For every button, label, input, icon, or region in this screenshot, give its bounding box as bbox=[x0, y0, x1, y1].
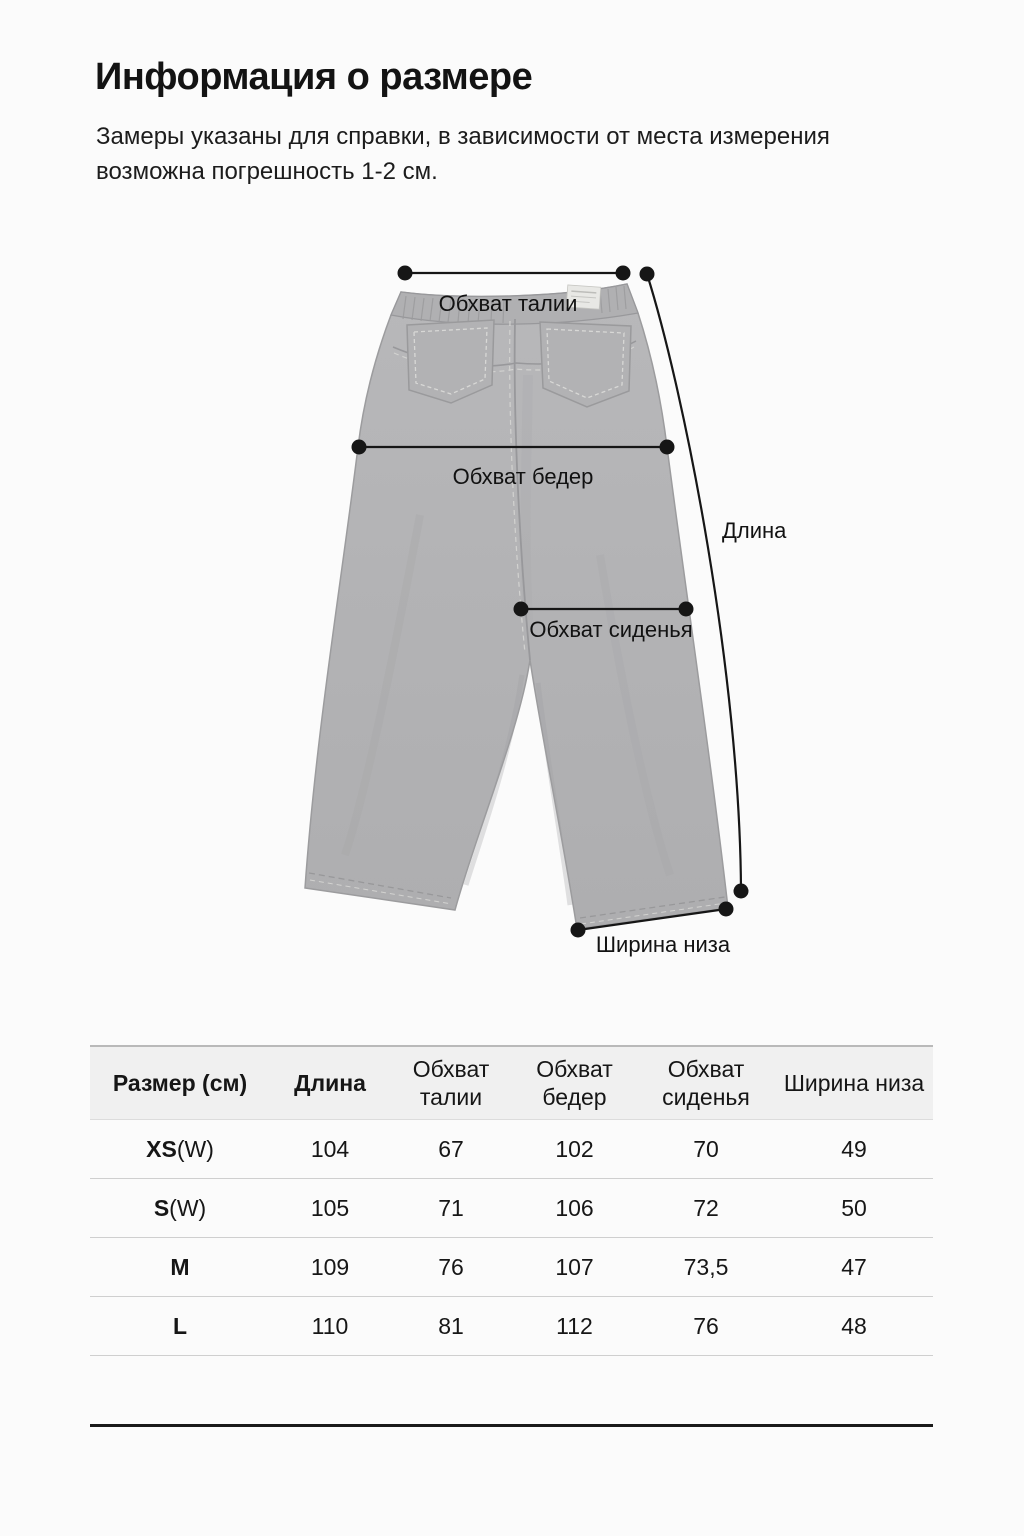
page-title: Информация о размере bbox=[95, 56, 533, 98]
length-label: Длина bbox=[722, 518, 787, 543]
value-cell: 70 bbox=[693, 1135, 719, 1162]
seat-label: Обхват сиденья bbox=[529, 617, 693, 642]
size-code: XS bbox=[146, 1135, 177, 1162]
table-bottom-rule bbox=[90, 1424, 933, 1427]
value-cell: 109 bbox=[310, 1253, 350, 1280]
size-cell bbox=[90, 1195, 270, 1222]
waist-measure-line bbox=[398, 266, 631, 281]
col-header-waist: Обхват талии bbox=[412, 1056, 490, 1110]
size-cell bbox=[90, 1136, 270, 1163]
value-cell: 71 bbox=[438, 1194, 464, 1221]
value-cell: 105 bbox=[310, 1194, 350, 1221]
table-row-xs bbox=[90, 1120, 933, 1179]
value-cell: 107 bbox=[555, 1253, 594, 1280]
hips-label: Обхват бедер bbox=[452, 464, 594, 489]
size-cell bbox=[90, 1254, 270, 1281]
col-header-seat: Обхват сиденья bbox=[662, 1056, 750, 1110]
size-suffix: (W) bbox=[176, 1135, 214, 1162]
table-header-row bbox=[90, 1045, 933, 1120]
table-row-l bbox=[90, 1297, 933, 1356]
size-table bbox=[90, 1045, 933, 1427]
value-cell: 102 bbox=[555, 1135, 594, 1162]
col-header-length: Длина bbox=[294, 1070, 366, 1096]
size-suffix: (W) bbox=[169, 1194, 207, 1221]
value-cell: 73,5 bbox=[683, 1253, 729, 1280]
size-code: L bbox=[172, 1312, 188, 1339]
value-cell: 81 bbox=[438, 1312, 464, 1339]
col-header-hips: Обхват бедер bbox=[536, 1056, 613, 1110]
page-subtitle: Замеры указаны для справки, в зависимости от места измерения возможна погрешность 1-2 см. bbox=[96, 123, 830, 185]
size-diagram bbox=[270, 255, 810, 967]
pants-illustration bbox=[270, 255, 770, 955]
value-cell: 76 bbox=[693, 1312, 719, 1339]
value-cell: 76 bbox=[438, 1253, 464, 1280]
waist-label: Обхват талии bbox=[438, 291, 578, 316]
value-cell: 48 bbox=[841, 1312, 867, 1339]
value-cell: 104 bbox=[310, 1135, 350, 1162]
table-row-s bbox=[90, 1179, 933, 1238]
value-cell: 112 bbox=[556, 1312, 593, 1339]
value-cell: 47 bbox=[841, 1253, 867, 1280]
size-code: S bbox=[153, 1194, 170, 1221]
col-header-hem: Ширина низа bbox=[783, 1070, 925, 1096]
value-cell: 110 bbox=[311, 1312, 349, 1339]
hem-label: Ширина низа bbox=[595, 932, 731, 957]
size-cell bbox=[90, 1313, 270, 1340]
value-cell: 106 bbox=[555, 1194, 594, 1221]
col-header-size: Размер (см) bbox=[112, 1070, 248, 1096]
value-cell: 67 bbox=[438, 1135, 464, 1162]
value-cell: 49 bbox=[841, 1135, 867, 1162]
value-cell: 72 bbox=[693, 1194, 719, 1221]
size-code: M bbox=[170, 1253, 190, 1280]
value-cell: 50 bbox=[841, 1194, 867, 1221]
table-row-m bbox=[90, 1238, 933, 1297]
